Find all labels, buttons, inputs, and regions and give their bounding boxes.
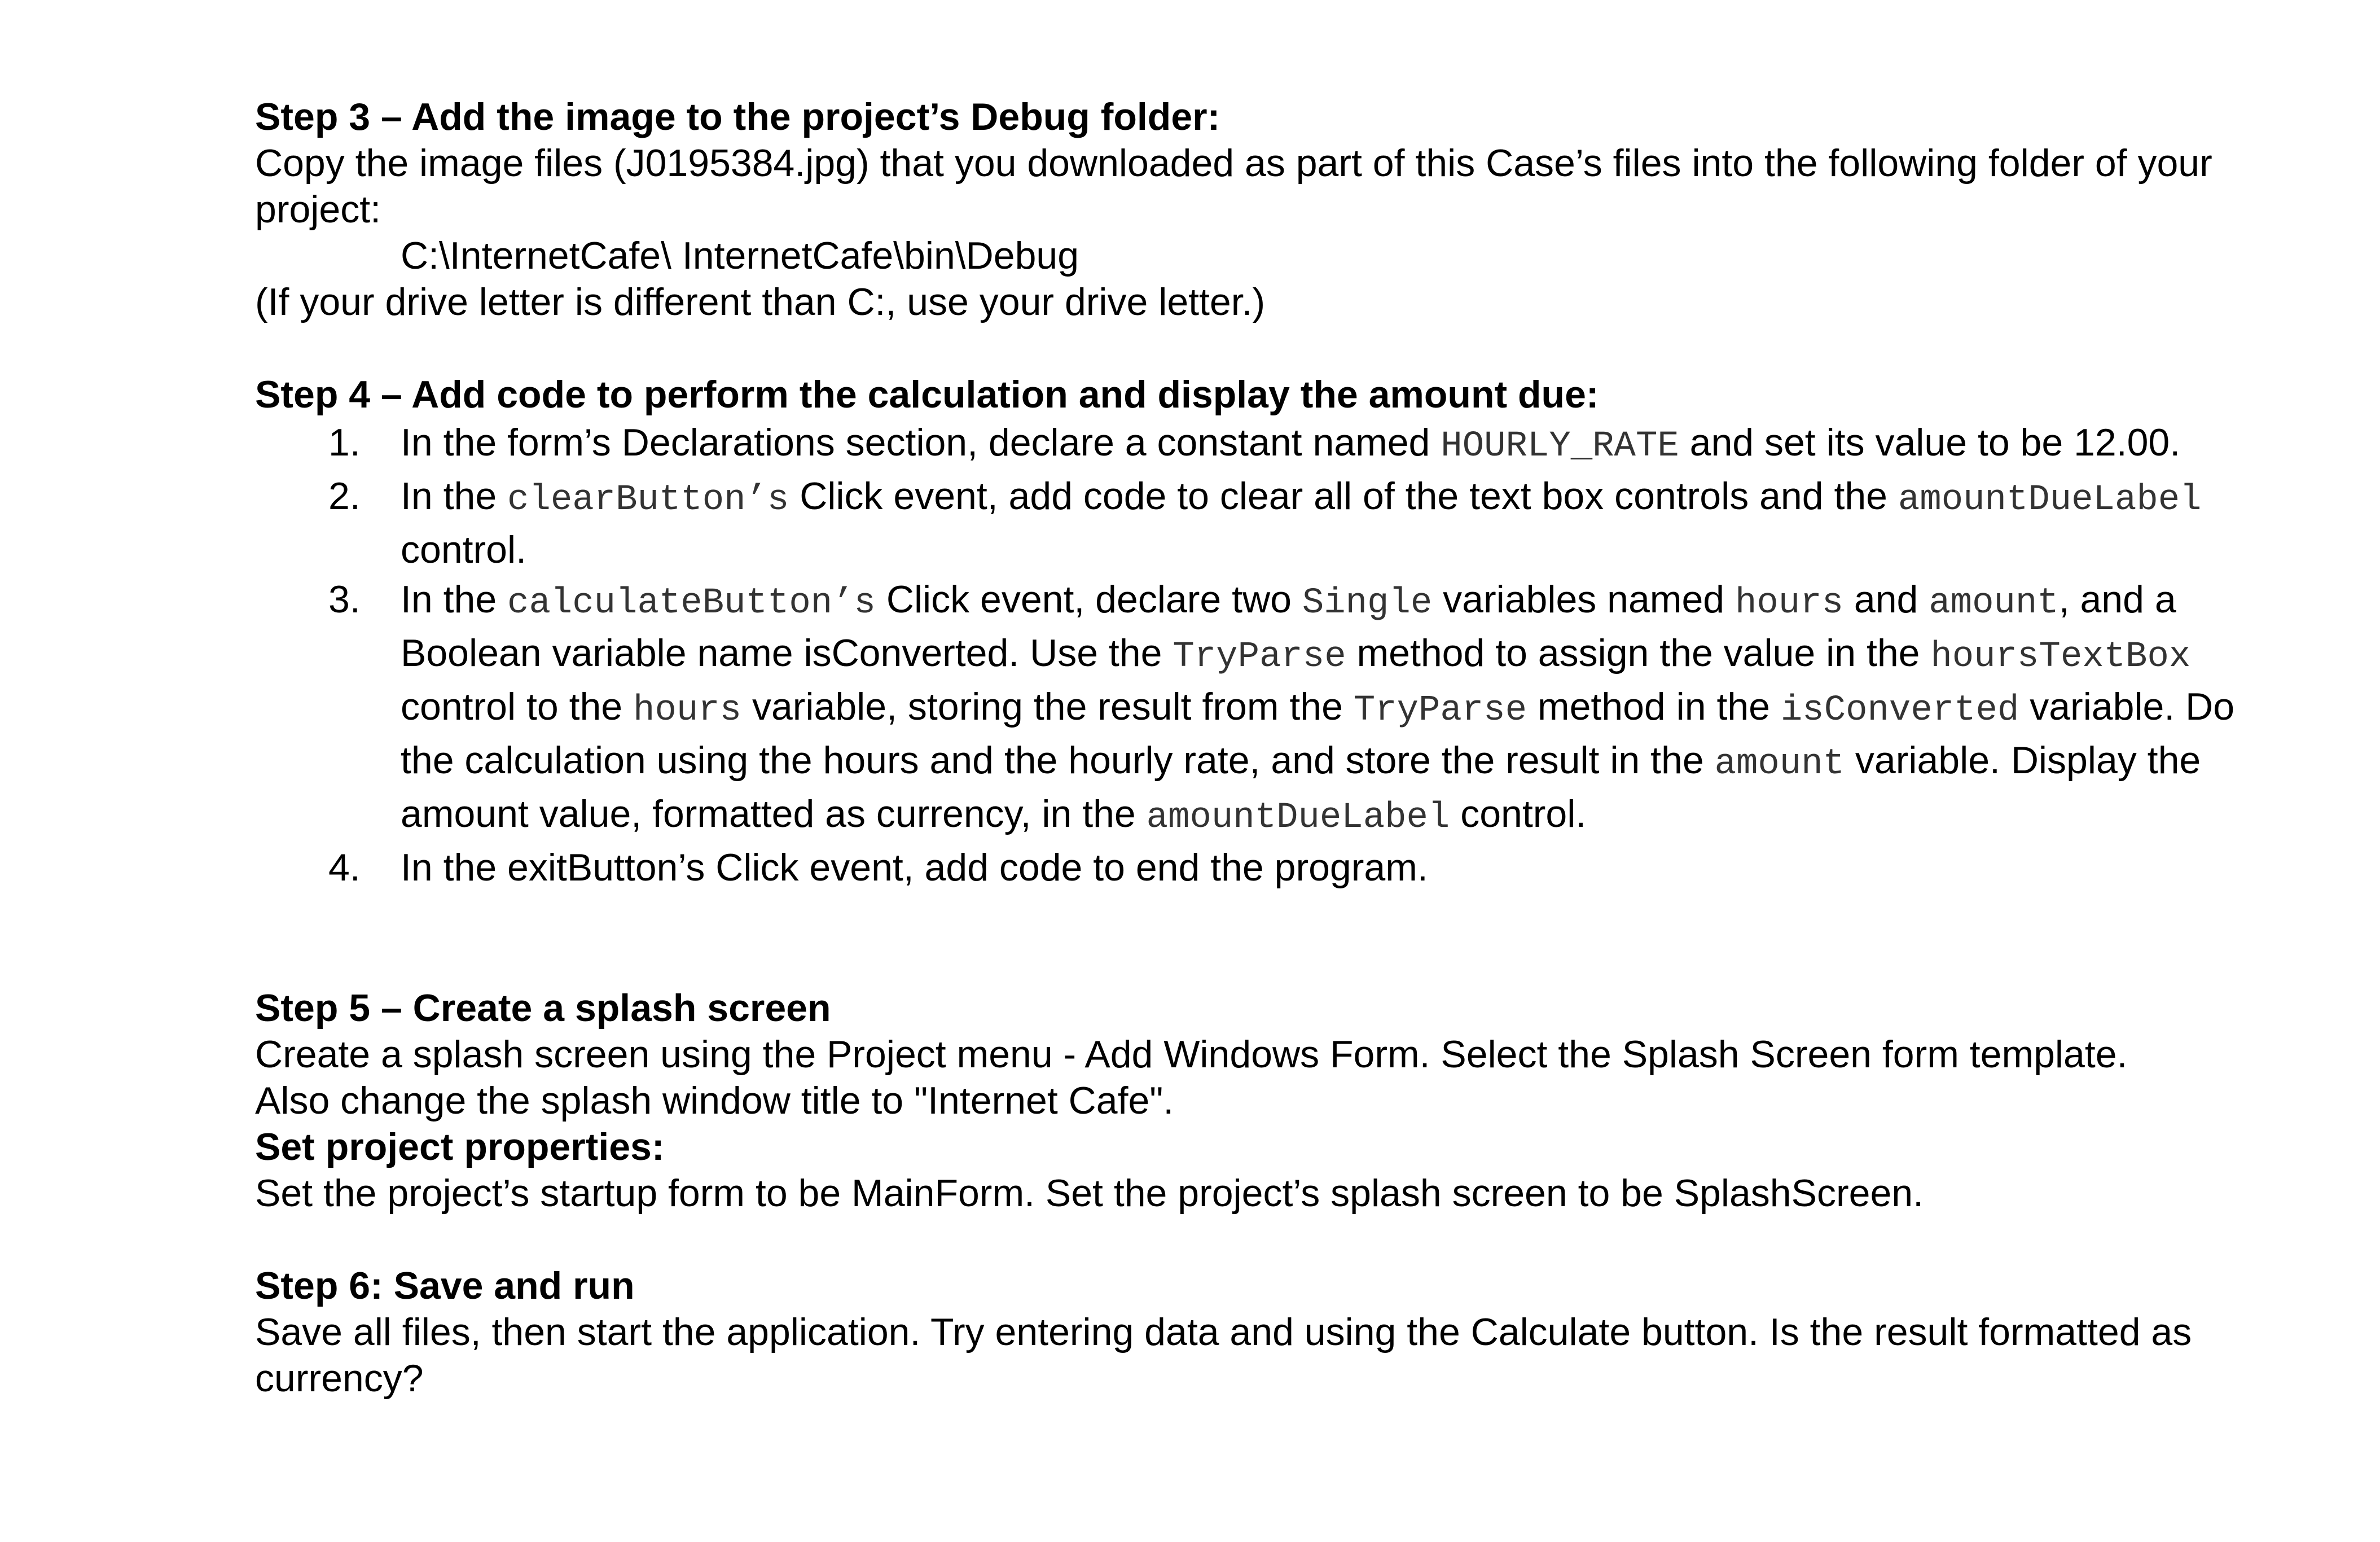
list-item — [255, 418, 2298, 471]
code-text: amountDueLabel — [1146, 798, 1450, 838]
text: In the — [401, 475, 508, 518]
list-item-number: 3. — [328, 578, 361, 621]
code-text: TryParse — [1353, 690, 1527, 731]
code-text: TryParse — [1173, 637, 1346, 677]
text: variable. Display the amount value, formatted as currency, in the — [401, 739, 2201, 835]
spacer — [255, 1216, 2298, 1263]
text: control. — [1450, 792, 1587, 835]
code-text: isConverted — [1780, 690, 2019, 731]
code-text: hours — [1734, 583, 1844, 624]
code-text: hours — [633, 690, 742, 731]
spacer — [255, 325, 2298, 371]
code-text: clearButton’s — [507, 480, 789, 520]
list-item — [255, 843, 2298, 892]
document-page — [255, 94, 2298, 1401]
text: and set its value to be 12.00. — [1679, 421, 2181, 464]
step-5-section — [255, 985, 2298, 1216]
text: method to assign the value in the — [1346, 632, 1931, 674]
text: In the — [401, 578, 508, 621]
project-properties-instruction: Set the project’s startup form to be MainForm. Set the project’s splash screen to be SplashScreen. — [255, 1172, 1924, 1215]
list-item-number: 2. — [328, 475, 361, 518]
splash-title-instruction: Also change the splash window title to "Internet Cafe". — [255, 1079, 1174, 1122]
code-text: Single — [1302, 583, 1433, 624]
step-6-section — [255, 1263, 2298, 1401]
text: Click event, add code to clear all of the text box controls and the — [789, 475, 1898, 518]
step-4-section — [255, 371, 2298, 892]
step-4-list — [255, 418, 2298, 892]
list-item-number: 4. — [328, 846, 361, 889]
step-3-heading: Step 3 – Add the image to the project’s Debug folder: — [255, 95, 1220, 138]
debug-folder-path: C:\InternetCafe\ InternetCafe\bin\Debug — [401, 234, 1079, 277]
text: control. — [401, 528, 526, 571]
list-item — [255, 575, 2298, 843]
code-text: calculateButton’s — [507, 583, 876, 624]
code-text: hoursTextBox — [1930, 637, 2191, 677]
text: In the exitButton’s Click event, add code to end the program. — [401, 846, 1428, 889]
text: control to the — [401, 685, 634, 728]
step-4-heading: Step 4 – Add code to perform the calculation and display the amount due: — [255, 373, 1599, 416]
text: and — [1843, 578, 1929, 621]
list-item-number: 1. — [328, 421, 361, 464]
project-properties-heading: Set project properties: — [255, 1125, 665, 1168]
text: variable, storing the result from the — [741, 685, 1354, 728]
step-6-heading: Step 6: Save and run — [255, 1264, 635, 1307]
save-and-run-instruction: Save all files, then start the application. Try entering data and using the Calculate button. Is the result formatted as currency? — [255, 1311, 2192, 1400]
splash-screen-instruction: Create a splash screen using the Project menu - Add Windows Form. Select the Splash Screen form template. — [255, 1033, 2128, 1076]
step-3-instruction: Copy the image files (J0195384.jpg) that you downloaded as part of this Case’s files into the following folder of your project: — [255, 142, 2212, 231]
code-text: amount — [1929, 583, 2059, 624]
list-item — [255, 471, 2298, 575]
code-text: amountDueLabel — [1898, 480, 2202, 520]
text: method in the — [1527, 685, 1781, 728]
code-text: amount — [1714, 744, 1845, 785]
code-text: HOURLY_RATE — [1441, 426, 1679, 467]
text: , and a Boolean variable name isConverted. Use the — [401, 578, 2176, 674]
text: variable. Do the calculation using the hours and the hourly rate, and store the result in the — [401, 685, 2235, 782]
text: In the form’s Declarations section, declare a constant named — [401, 421, 1441, 464]
step-3-section — [255, 94, 2298, 325]
text: Click event, declare two — [875, 578, 1302, 621]
text: variables named — [1432, 578, 1735, 621]
step-5-heading: Step 5 – Create a splash screen — [255, 987, 831, 1030]
drive-letter-note: (If your drive letter is different than C:, use your drive letter.) — [255, 281, 1266, 323]
spacer — [255, 892, 2298, 985]
